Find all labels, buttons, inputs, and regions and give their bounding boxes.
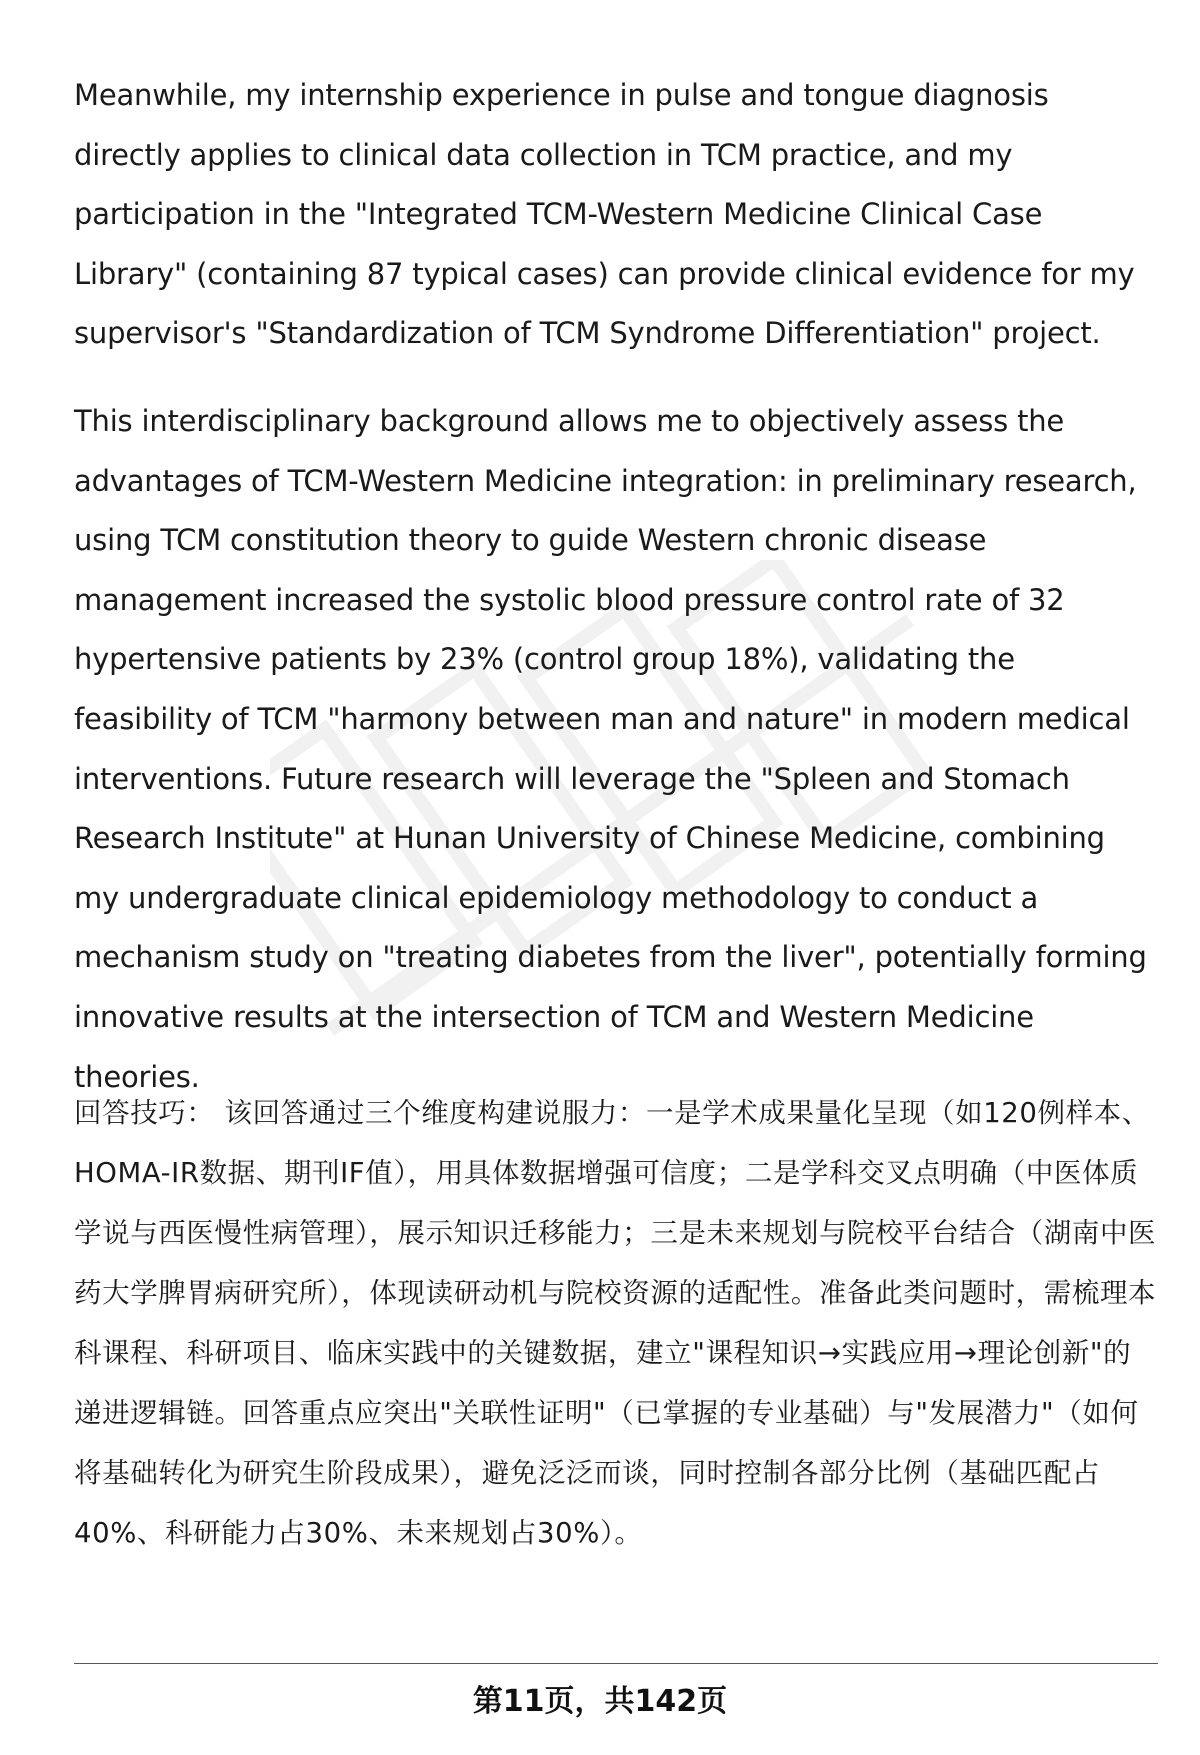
body-paragraph-2: This interdisciplinary background allows me to objectively assess the advantages of TCM-Western Medicine integration: in preliminary research, using TCM constitution theory to guide Western chronic disease management increased the systolic blood pressure control rate of 32 hypertensive patients by 23% (control group 18%), validating the feasibility of TCM "harmony between man and nature" in modern medical interventions. Future research will leverage the "Spleen and Stomach Research Institute" at Hunan University of Chinese Medicine, combining my undergraduate clinical epidemiology methodology to conduct a mechanism study on "treating diabetes from the liver", potentially forming innovative results at the intersection of TCM and Western Medicine theories. [74,404,1147,1094]
footer-divider [74,1663,1158,1664]
answer-tips-label: 回答技巧： [74,1097,215,1129]
body-paragraph-1: Meanwhile, my internship experience in pulse and tongue diagnosis directly applies to clinical data collection in TCM practice, and my participation in the "Integrated TCM-Western Medicine Clinical Case Library" (containing 87 typical cases) can provide clinical evidence for my supervisor's "Standardization of TCM Syndrome Differentiation" project. [74,78,1135,351]
answer-tips-paragraph [74,1083,1158,1563]
answer-tips-text: 该回答通过三个维度构建说服力：一是学术成果量化呈现（如120例样本、HOMA-IR数据、期刊IF值），用具体数据增强可信度；二是学科交叉点明确（中医体质学说与西医慢性病管理），展示知识迁移能力；三是未来规划与院校平台结合（湖南中医药大学脾胃病研究所），体现读研动机与院校资源的适配性。准备此类问题时，需梳理本科课程、科研项目、临床实践中的关键数据，建立"课程知识→实践应用→理论创新"的递进逻辑链。回答重点应突出"关联性证明"（已掌握的专业基础）与"发展潜力"（如何将基础转化为研究生阶段成果），避免泛泛而谈，同时控制各部分比例（基础匹配占40%、科研能力占30%、未来规划占30%）。 [74,1097,1157,1549]
page-number: 第11页，共142页 [472,1684,728,1719]
